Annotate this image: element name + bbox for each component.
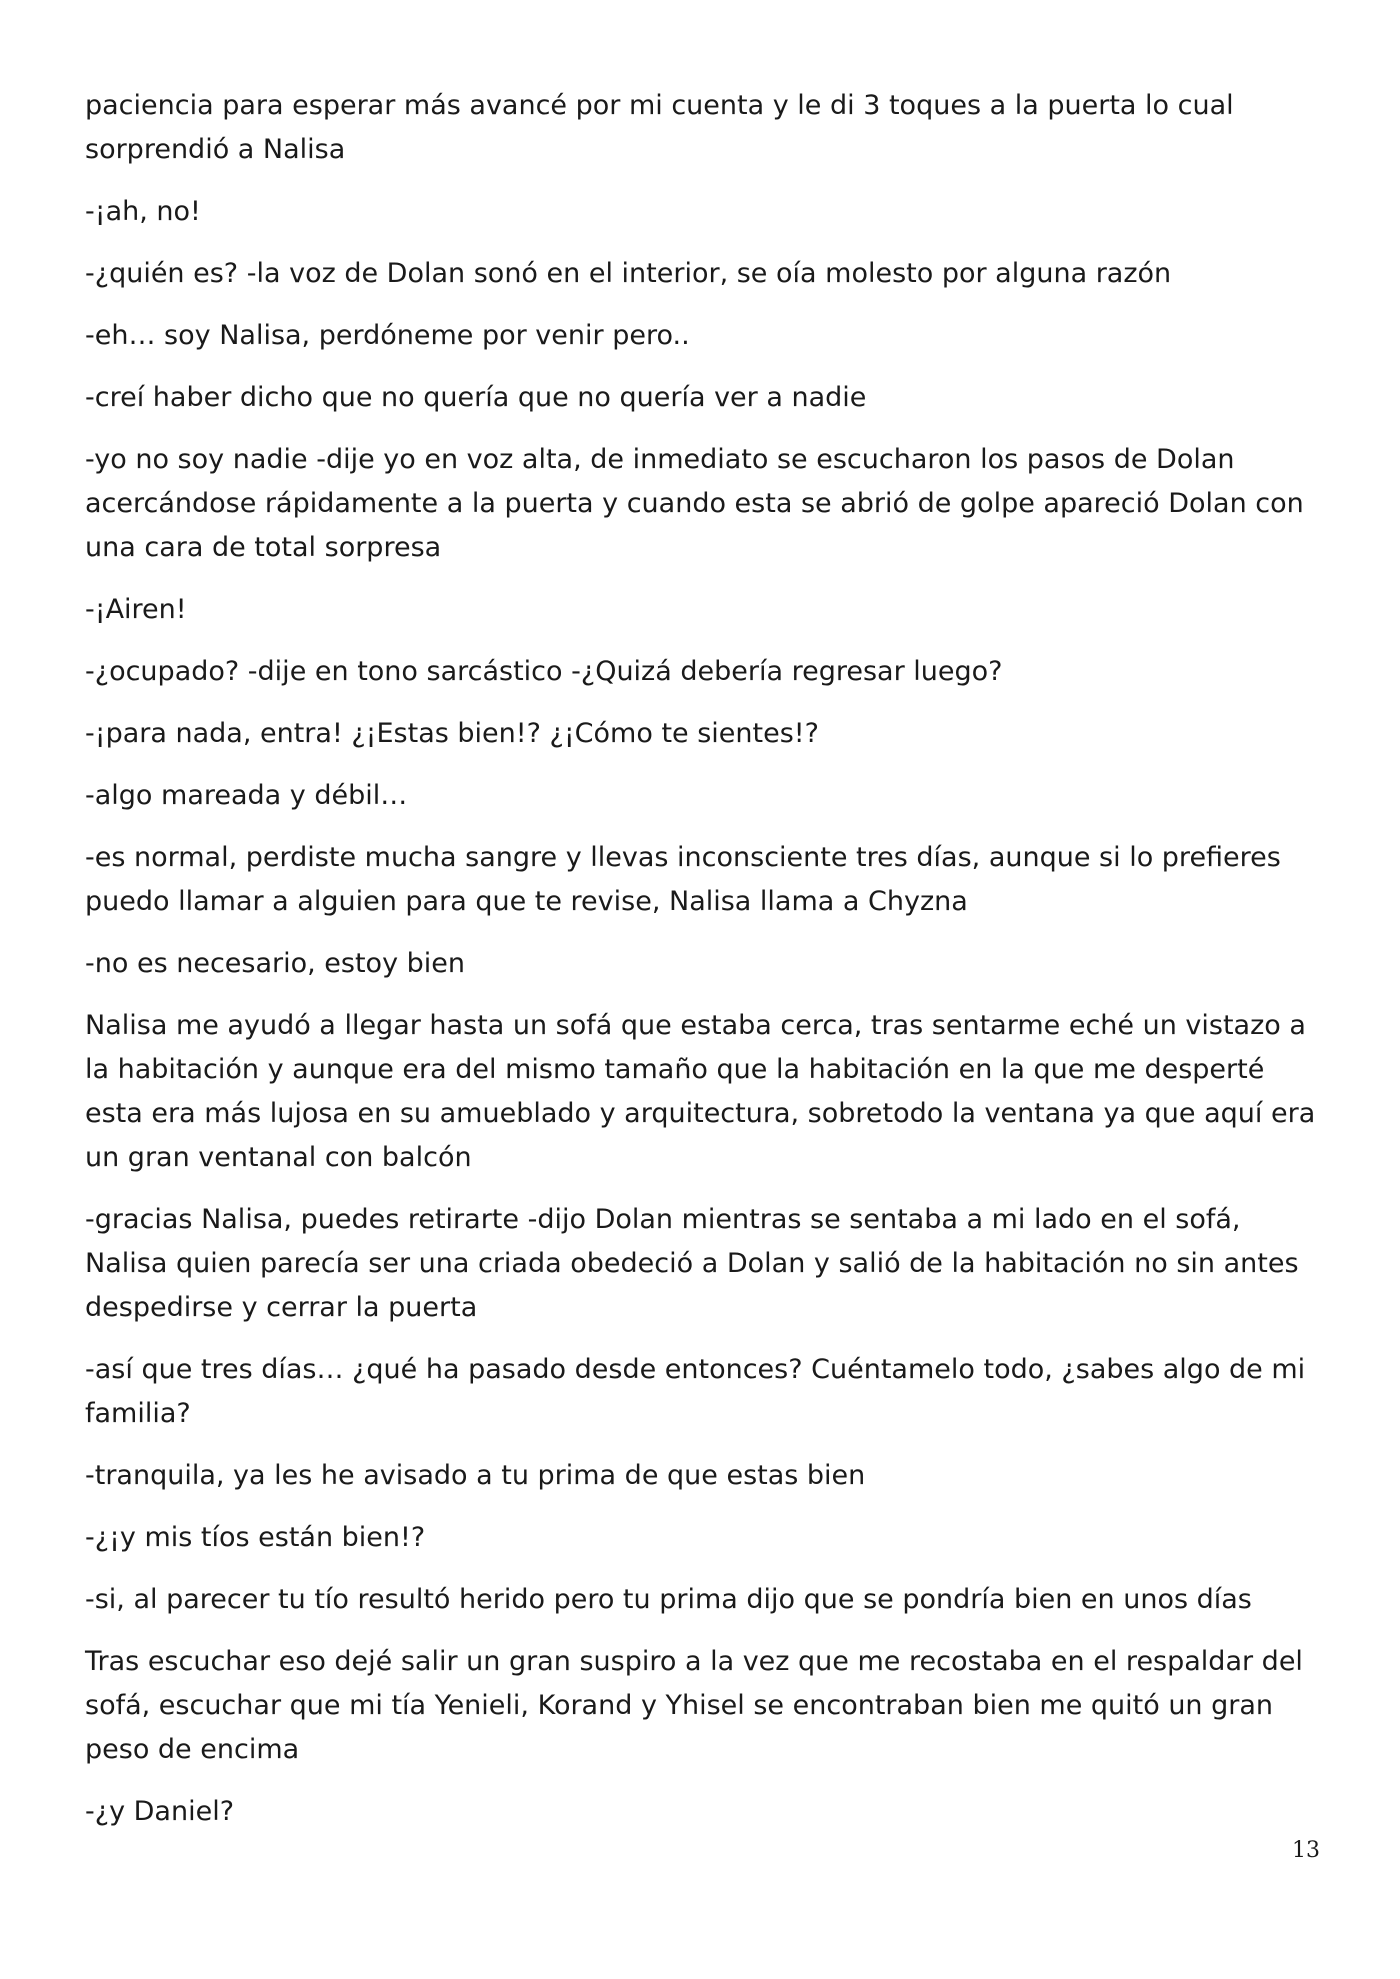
paragraph: Nalisa me ayudó a llegar hasta un sofá que estaba cerca, tras sentarme eché un vistazo a la habitación y aunque era del mismo tamaño que la habitación en la que me desperté esta era más lujosa en su amueblado y arquitectura, sobretodo la ventana ya que aquí era un gran ventanal con balcón bbox=[85, 1010, 1316, 1173]
page-number: 13 bbox=[1292, 1838, 1320, 1863]
paragraph: -¿¡y mis tíos están bien!? bbox=[85, 1522, 426, 1553]
paragraph: -¡Airen! bbox=[85, 594, 187, 625]
paragraph: -¿quién es? -la voz de Dolan sonó en el interior, se oía molesto por alguna razón bbox=[85, 258, 1172, 289]
paragraph: -así que tres días… ¿qué ha pasado desde entonces? Cuéntamelo todo, ¿sabes algo de mi familia? bbox=[85, 1354, 1306, 1429]
paragraph: -creí haber dicho que no quería que no quería ver a nadie bbox=[85, 382, 867, 413]
paragraph: paciencia para esperar más avancé por mi cuenta y le di 3 toques a la puerta lo cual sorprendió a Nalisa bbox=[85, 90, 1234, 165]
paragraph: -si, al parecer tu tío resultó herido pero tu prima dijo que se pondría bien en unos días bbox=[85, 1584, 1252, 1615]
paragraph: -¡para nada, entra! ¿¡Estas bien!? ¿¡Cómo te sientes!? bbox=[85, 718, 819, 749]
paragraph: -es normal, perdiste mucha sangre y llevas inconsciente tres días, aunque si lo prefieres puedo llamar a alguien para que te revise, Nalisa llama a Chyzna bbox=[85, 842, 1281, 917]
paragraph: -¡ah, no! bbox=[85, 196, 201, 227]
paragraph: -eh… soy Nalisa, perdóneme por venir pero.. bbox=[85, 320, 690, 351]
text-body bbox=[85, 84, 1317, 1852]
paragraph: -no es necesario, estoy bien bbox=[85, 948, 466, 979]
paragraph: -¿ocupado? -dije en tono sarcástico -¿Quizá debería regresar luego? bbox=[85, 656, 1003, 687]
paragraph: -gracias Nalisa, puedes retirarte -dijo Dolan mientras se sentaba a mi lado en el sofá, Nalisa quien parecía ser una criada obedeció a Dolan y salió de la habitación no sin antes despedirse y cerrar la puerta bbox=[85, 1204, 1299, 1323]
paragraph: -tranquila, ya les he avisado a tu prima de que estas bien bbox=[85, 1460, 866, 1491]
paragraph: -¿y Daniel? bbox=[85, 1796, 235, 1827]
paragraph: -algo mareada y débil… bbox=[85, 780, 408, 811]
paragraph: Tras escuchar eso dejé salir un gran suspiro a la vez que me recostaba en el respaldar del sofá, escuchar que mi tía Yenieli, Korand y Yhisel se encontraban bien me quitó un gran peso de encima bbox=[85, 1646, 1303, 1765]
paragraph: -yo no soy nadie -dije yo en voz alta, de inmediato se escucharon los pasos de Dolan acercándose rápidamente a la puerta y cuando esta se abrió de golpe apareció Dolan con una cara de total sorpresa bbox=[85, 444, 1304, 563]
